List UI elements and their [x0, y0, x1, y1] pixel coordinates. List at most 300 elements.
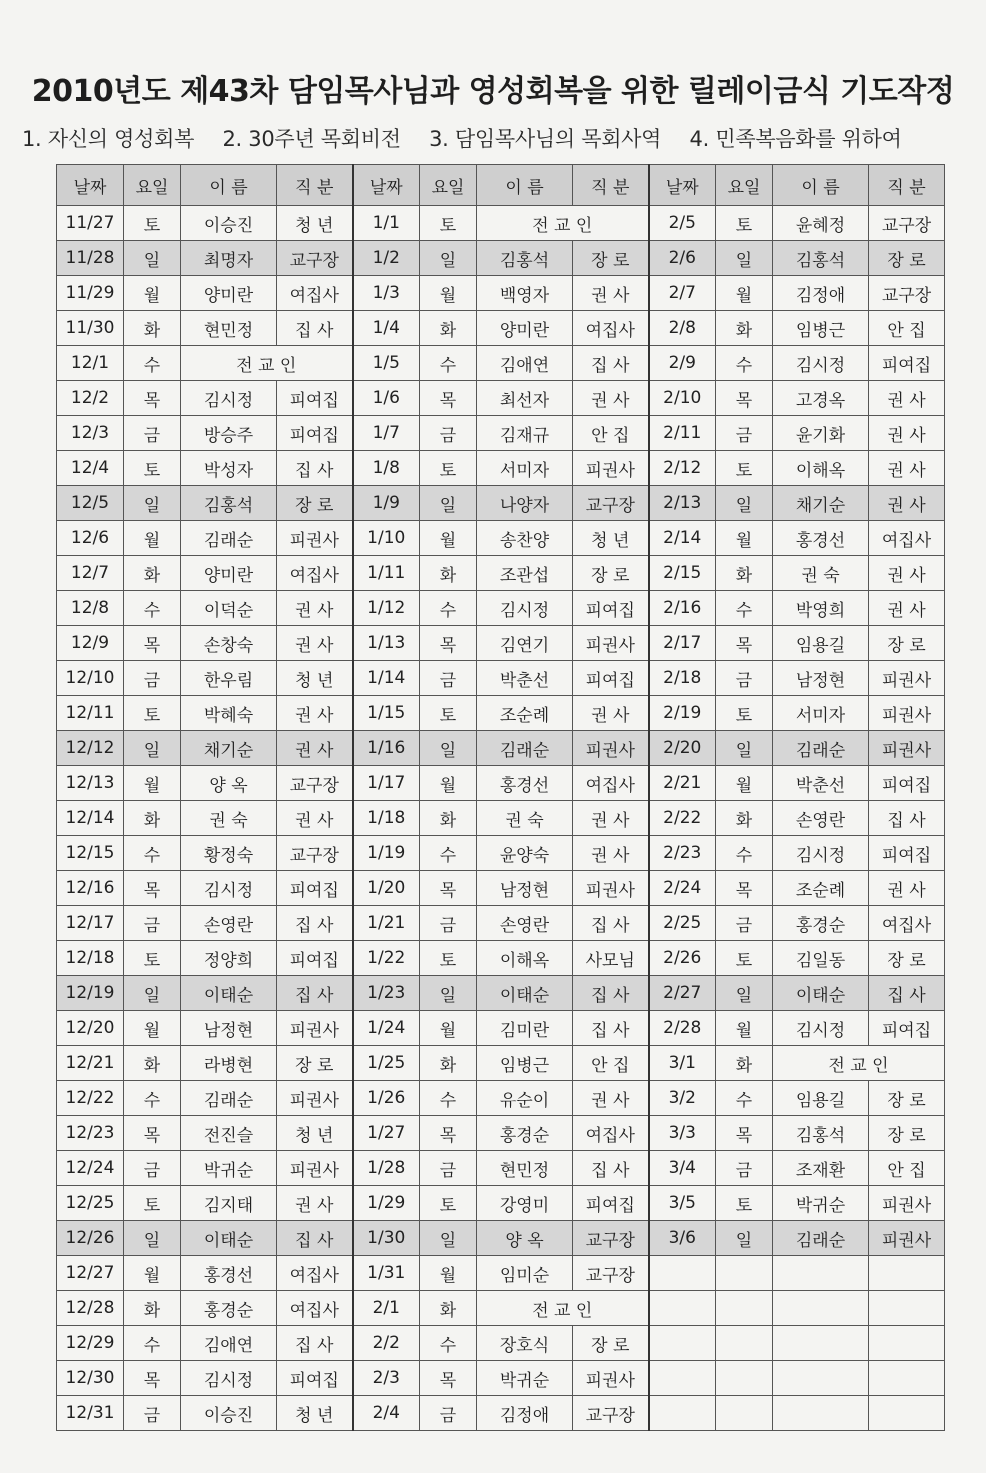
cell-date: 2/1 [353, 1291, 420, 1326]
cell-weekday: 목 [420, 626, 477, 661]
cell-name: 홍경선 [477, 766, 573, 801]
cell-date: 2/19 [649, 696, 716, 731]
cell-name: 채기순 [773, 486, 869, 521]
cell-title: 집 사 [573, 906, 649, 941]
cell-date: 2/18 [649, 661, 716, 696]
cell-title: 권 사 [277, 591, 353, 626]
cell-title: 피여집 [277, 381, 353, 416]
cell-title: 피권사 [573, 626, 649, 661]
cell-title: 권 사 [573, 276, 649, 311]
cell-title: 피여집 [573, 1186, 649, 1221]
cell-date: 1/29 [353, 1186, 420, 1221]
cell-name: 손창숙 [181, 626, 277, 661]
cell-weekday: 수 [420, 346, 477, 381]
cell-title: 교구장 [573, 1221, 649, 1256]
cell-weekday: 목 [124, 871, 181, 906]
cell-weekday: 월 [420, 276, 477, 311]
table-row [57, 871, 945, 906]
table-row [57, 1256, 945, 1291]
table-row [57, 416, 945, 451]
cell-weekday: 월 [124, 766, 181, 801]
cell-weekday: 금 [124, 661, 181, 696]
cell-title: 청 년 [573, 521, 649, 556]
cell-weekday: 월 [124, 276, 181, 311]
cell-name: 고경옥 [773, 381, 869, 416]
cell-date: 2/2 [353, 1326, 420, 1361]
cell-title: 안 집 [869, 311, 945, 346]
cell-date: 3/3 [649, 1116, 716, 1151]
cell-name: 조순례 [477, 696, 573, 731]
table-row [57, 696, 945, 731]
cell-name: 김시정 [181, 871, 277, 906]
cell-title: 권 사 [573, 381, 649, 416]
cell-name: 황정숙 [181, 836, 277, 871]
cell-name: 정양희 [181, 941, 277, 976]
cell-title: 집 사 [277, 976, 353, 1011]
cell-date: 12/27 [57, 1256, 124, 1291]
header-title: 직 분 [573, 165, 649, 206]
cell-date: 1/18 [353, 801, 420, 836]
cell-date: 1/24 [353, 1011, 420, 1046]
cell-title: 권 사 [277, 801, 353, 836]
cell-name: 김애연 [181, 1326, 277, 1361]
cell-date: 2/7 [649, 276, 716, 311]
cell-name: 김시정 [477, 591, 573, 626]
cell-title: 권 사 [869, 871, 945, 906]
cell-weekday: 화 [420, 801, 477, 836]
cell-weekday: 수 [124, 1326, 181, 1361]
table-row [57, 486, 945, 521]
cell-date: 12/22 [57, 1081, 124, 1116]
cell-weekday: 화 [716, 801, 773, 836]
cell-weekday: 수 [420, 836, 477, 871]
cell-name: 윤양숙 [477, 836, 573, 871]
table-row [57, 731, 945, 766]
cell-title: 피권사 [869, 696, 945, 731]
cell-date: 2/10 [649, 381, 716, 416]
cell-title [869, 1361, 945, 1396]
cell-date: 1/14 [353, 661, 420, 696]
cell-date: 2/5 [649, 206, 716, 241]
cell-date: 1/31 [353, 1256, 420, 1291]
cell-title: 여집사 [573, 766, 649, 801]
table-row [57, 1221, 945, 1256]
cell-date: 1/19 [353, 836, 420, 871]
cell-name: 장호식 [477, 1326, 573, 1361]
cell-date: 12/21 [57, 1046, 124, 1081]
cell-date: 2/11 [649, 416, 716, 451]
cell-weekday: 수 [420, 1326, 477, 1361]
cell-weekday [716, 1326, 773, 1361]
cell-name: 윤기화 [773, 416, 869, 451]
cell-title: 교구장 [573, 486, 649, 521]
cell-name: 서미자 [477, 451, 573, 486]
cell-name: 임용길 [773, 626, 869, 661]
cell-date: 1/13 [353, 626, 420, 661]
cell-weekday: 일 [420, 486, 477, 521]
cell-name [773, 1256, 869, 1291]
cell-date: 12/3 [57, 416, 124, 451]
cell-date: 11/28 [57, 241, 124, 276]
cell-weekday: 금 [124, 1151, 181, 1186]
cell-date: 1/8 [353, 451, 420, 486]
cell-title: 피권사 [869, 1221, 945, 1256]
cell-weekday: 화 [124, 556, 181, 591]
cell-date: 2/12 [649, 451, 716, 486]
cell-weekday: 목 [420, 1361, 477, 1396]
cell-weekday: 금 [716, 661, 773, 696]
cell-date: 1/9 [353, 486, 420, 521]
cell-weekday: 화 [420, 556, 477, 591]
cell-title: 집 사 [277, 1326, 353, 1361]
cell-name: 송찬양 [477, 521, 573, 556]
table-row [57, 626, 945, 661]
table-row [57, 1291, 945, 1326]
cell-name: 채기순 [181, 731, 277, 766]
cell-title: 피권사 [869, 661, 945, 696]
cell-title: 여집사 [277, 556, 353, 591]
cell-name: 김재규 [477, 416, 573, 451]
cell-title: 피여집 [277, 941, 353, 976]
cell-weekday: 토 [124, 1186, 181, 1221]
cell-name: 박혜숙 [181, 696, 277, 731]
cell-name: 김정애 [773, 276, 869, 311]
cell-date: 11/30 [57, 311, 124, 346]
cell-name: 박귀순 [773, 1186, 869, 1221]
cell-weekday: 일 [716, 241, 773, 276]
cell-title: 집 사 [277, 311, 353, 346]
cell-name: 남정현 [181, 1011, 277, 1046]
cell-title: 권 사 [869, 416, 945, 451]
cell-weekday: 금 [420, 661, 477, 696]
cell-date: 2/22 [649, 801, 716, 836]
cell-date: 1/11 [353, 556, 420, 591]
cell-date: 1/7 [353, 416, 420, 451]
cell-weekday: 금 [716, 906, 773, 941]
cell-date: 1/16 [353, 731, 420, 766]
cell-weekday: 토 [420, 941, 477, 976]
cell-title: 여집사 [277, 276, 353, 311]
table-row [57, 1046, 945, 1081]
cell-name: 김연기 [477, 626, 573, 661]
cell-name: 최선자 [477, 381, 573, 416]
cell-name: 양 옥 [477, 1221, 573, 1256]
header-date: 날짜 [649, 165, 716, 206]
cell-date: 3/2 [649, 1081, 716, 1116]
cell-name-merged: 전 교 인 [477, 206, 649, 241]
cell-weekday: 일 [716, 731, 773, 766]
cell-weekday: 일 [124, 1221, 181, 1256]
cell-weekday: 수 [124, 1081, 181, 1116]
cell-title: 권 사 [869, 556, 945, 591]
cell-name: 이승진 [181, 1396, 277, 1431]
cell-name: 김홍석 [477, 241, 573, 276]
cell-date: 1/28 [353, 1151, 420, 1186]
cell-date: 1/10 [353, 521, 420, 556]
cell-date: 12/5 [57, 486, 124, 521]
cell-title: 장 로 [573, 1326, 649, 1361]
cell-name: 이해옥 [773, 451, 869, 486]
cell-title: 여집사 [573, 311, 649, 346]
cell-weekday: 금 [420, 1151, 477, 1186]
cell-weekday: 금 [420, 906, 477, 941]
cell-weekday: 수 [124, 591, 181, 626]
table-header-row [57, 165, 945, 206]
table-row [57, 766, 945, 801]
cell-weekday [716, 1361, 773, 1396]
table-row [57, 801, 945, 836]
cell-weekday: 월 [420, 521, 477, 556]
cell-name: 임병근 [477, 1046, 573, 1081]
cell-date: 2/6 [649, 241, 716, 276]
table-row [57, 241, 945, 276]
cell-title: 권 사 [277, 1186, 353, 1221]
cell-date: 12/8 [57, 591, 124, 626]
cell-title: 권 사 [573, 801, 649, 836]
cell-name: 이태순 [477, 976, 573, 1011]
cell-name: 방승주 [181, 416, 277, 451]
topic-3: 3. 담임목사님의 목회사역 [429, 127, 662, 151]
cell-weekday: 일 [124, 976, 181, 1011]
cell-title: 장 로 [869, 941, 945, 976]
cell-title: 권 사 [277, 696, 353, 731]
table-row [57, 976, 945, 1011]
table-row [57, 1116, 945, 1151]
cell-name: 조관섭 [477, 556, 573, 591]
cell-weekday: 목 [124, 1116, 181, 1151]
header-weekday: 요일 [716, 165, 773, 206]
cell-title: 여집사 [277, 1256, 353, 1291]
cell-weekday: 토 [124, 206, 181, 241]
table-row [57, 346, 945, 381]
table-row [57, 591, 945, 626]
cell-title: 집 사 [573, 976, 649, 1011]
table-row [57, 521, 945, 556]
cell-title: 여집사 [573, 1116, 649, 1151]
cell-name: 조재환 [773, 1151, 869, 1186]
cell-weekday: 금 [124, 1396, 181, 1431]
cell-weekday: 목 [716, 871, 773, 906]
cell-date: 12/19 [57, 976, 124, 1011]
cell-name [773, 1291, 869, 1326]
cell-title: 피여집 [277, 871, 353, 906]
cell-name: 양 옥 [181, 766, 277, 801]
cell-name: 현민정 [181, 311, 277, 346]
cell-weekday: 목 [716, 381, 773, 416]
cell-name: 김시정 [773, 346, 869, 381]
cell-title: 여집사 [869, 521, 945, 556]
cell-date: 1/22 [353, 941, 420, 976]
header-name: 이 름 [477, 165, 573, 206]
cell-title: 피여집 [869, 836, 945, 871]
cell-title: 피권사 [277, 1151, 353, 1186]
header-name: 이 름 [773, 165, 869, 206]
cell-name: 박영희 [773, 591, 869, 626]
cell-name: 서미자 [773, 696, 869, 731]
cell-weekday: 일 [420, 1221, 477, 1256]
cell-date: 1/6 [353, 381, 420, 416]
cell-weekday: 금 [124, 416, 181, 451]
cell-name: 임병근 [773, 311, 869, 346]
cell-date [649, 1256, 716, 1291]
cell-title: 피권사 [573, 1361, 649, 1396]
cell-name: 최명자 [181, 241, 277, 276]
cell-date: 1/20 [353, 871, 420, 906]
cell-name: 홍경순 [773, 906, 869, 941]
cell-date: 12/18 [57, 941, 124, 976]
cell-name: 김래순 [181, 1081, 277, 1116]
cell-title: 권 사 [869, 451, 945, 486]
cell-name: 김래순 [477, 731, 573, 766]
cell-date: 12/20 [57, 1011, 124, 1046]
cell-title: 집 사 [277, 906, 353, 941]
cell-title: 청 년 [277, 1396, 353, 1431]
cell-weekday: 월 [420, 1256, 477, 1291]
cell-weekday: 금 [124, 906, 181, 941]
cell-date: 2/26 [649, 941, 716, 976]
cell-date: 2/3 [353, 1361, 420, 1396]
cell-weekday [716, 1256, 773, 1291]
cell-title: 장 로 [573, 241, 649, 276]
cell-name: 김일동 [773, 941, 869, 976]
cell-title: 피여집 [869, 1011, 945, 1046]
cell-date: 12/2 [57, 381, 124, 416]
cell-name: 김정애 [477, 1396, 573, 1431]
cell-name: 전진슬 [181, 1116, 277, 1151]
cell-name: 이해옥 [477, 941, 573, 976]
cell-name: 양미란 [477, 311, 573, 346]
header-title: 직 분 [869, 165, 945, 206]
cell-name [773, 1326, 869, 1361]
cell-weekday: 월 [124, 521, 181, 556]
cell-title: 권 사 [573, 1081, 649, 1116]
cell-title: 권 사 [869, 591, 945, 626]
cell-title: 피권사 [277, 1081, 353, 1116]
cell-title [869, 1396, 945, 1431]
cell-date: 1/2 [353, 241, 420, 276]
cell-date: 1/3 [353, 276, 420, 311]
cell-title: 피권사 [869, 1186, 945, 1221]
table-row [57, 276, 945, 311]
cell-date: 12/17 [57, 906, 124, 941]
cell-weekday: 토 [420, 696, 477, 731]
cell-title: 안 집 [869, 1151, 945, 1186]
cell-name: 이승진 [181, 206, 277, 241]
cell-date: 2/27 [649, 976, 716, 1011]
cell-date: 12/26 [57, 1221, 124, 1256]
cell-date: 1/25 [353, 1046, 420, 1081]
cell-name: 김시정 [181, 381, 277, 416]
cell-weekday: 수 [716, 591, 773, 626]
cell-title: 여집사 [869, 906, 945, 941]
cell-date: 1/4 [353, 311, 420, 346]
cell-weekday: 금 [716, 1151, 773, 1186]
cell-title: 집 사 [573, 346, 649, 381]
cell-title: 피여집 [573, 591, 649, 626]
cell-name: 유순이 [477, 1081, 573, 1116]
cell-title: 권 사 [869, 381, 945, 416]
cell-name: 손영란 [477, 906, 573, 941]
cell-weekday: 목 [716, 626, 773, 661]
cell-weekday: 토 [420, 451, 477, 486]
cell-date [649, 1291, 716, 1326]
cell-name: 강영미 [477, 1186, 573, 1221]
cell-weekday: 월 [124, 1011, 181, 1046]
cell-name-merged: 전 교 인 [181, 346, 353, 381]
cell-title: 교구장 [277, 241, 353, 276]
cell-name: 이태순 [773, 976, 869, 1011]
cell-weekday: 수 [124, 346, 181, 381]
cell-weekday: 화 [420, 1291, 477, 1326]
cell-date: 12/30 [57, 1361, 124, 1396]
cell-date [649, 1361, 716, 1396]
cell-date: 1/23 [353, 976, 420, 1011]
cell-weekday: 월 [716, 521, 773, 556]
cell-weekday: 목 [124, 626, 181, 661]
cell-date: 1/30 [353, 1221, 420, 1256]
cell-title: 안 집 [573, 416, 649, 451]
cell-weekday: 토 [716, 451, 773, 486]
cell-title: 피권사 [869, 731, 945, 766]
cell-title: 피권사 [573, 451, 649, 486]
table-row [57, 556, 945, 591]
cell-name: 나양자 [477, 486, 573, 521]
cell-date: 2/4 [353, 1396, 420, 1431]
cell-date: 1/27 [353, 1116, 420, 1151]
cell-date [649, 1326, 716, 1361]
prayer-topics [22, 123, 972, 153]
cell-title: 교구장 [869, 276, 945, 311]
table-row [57, 381, 945, 416]
cell-weekday: 화 [124, 311, 181, 346]
cell-date: 2/20 [649, 731, 716, 766]
cell-weekday: 토 [716, 206, 773, 241]
cell-weekday: 목 [420, 381, 477, 416]
cell-weekday: 목 [716, 1116, 773, 1151]
cell-weekday: 수 [124, 836, 181, 871]
cell-date: 3/1 [649, 1046, 716, 1081]
table-row [57, 206, 945, 241]
cell-name: 임미순 [477, 1256, 573, 1291]
header-weekday: 요일 [420, 165, 477, 206]
cell-name: 김홍석 [773, 1116, 869, 1151]
cell-date: 1/1 [353, 206, 420, 241]
cell-name: 권 숙 [773, 556, 869, 591]
cell-date: 2/21 [649, 766, 716, 801]
table-row [57, 311, 945, 346]
cell-title: 피여집 [869, 346, 945, 381]
cell-name: 라병현 [181, 1046, 277, 1081]
cell-weekday: 수 [716, 1081, 773, 1116]
cell-date: 2/8 [649, 311, 716, 346]
cell-name: 박춘선 [773, 766, 869, 801]
cell-date: 12/25 [57, 1186, 124, 1221]
cell-name: 홍경선 [773, 521, 869, 556]
cell-weekday: 화 [124, 1291, 181, 1326]
fasting-schedule-table [56, 164, 945, 1431]
cell-name: 김래순 [181, 521, 277, 556]
cell-date: 12/7 [57, 556, 124, 591]
cell-title [869, 1256, 945, 1291]
cell-name: 윤혜정 [773, 206, 869, 241]
cell-name: 김애연 [477, 346, 573, 381]
cell-weekday: 일 [420, 731, 477, 766]
cell-date: 12/24 [57, 1151, 124, 1186]
cell-name: 현민정 [477, 1151, 573, 1186]
cell-date: 12/9 [57, 626, 124, 661]
cell-date: 2/24 [649, 871, 716, 906]
cell-title: 피권사 [573, 731, 649, 766]
